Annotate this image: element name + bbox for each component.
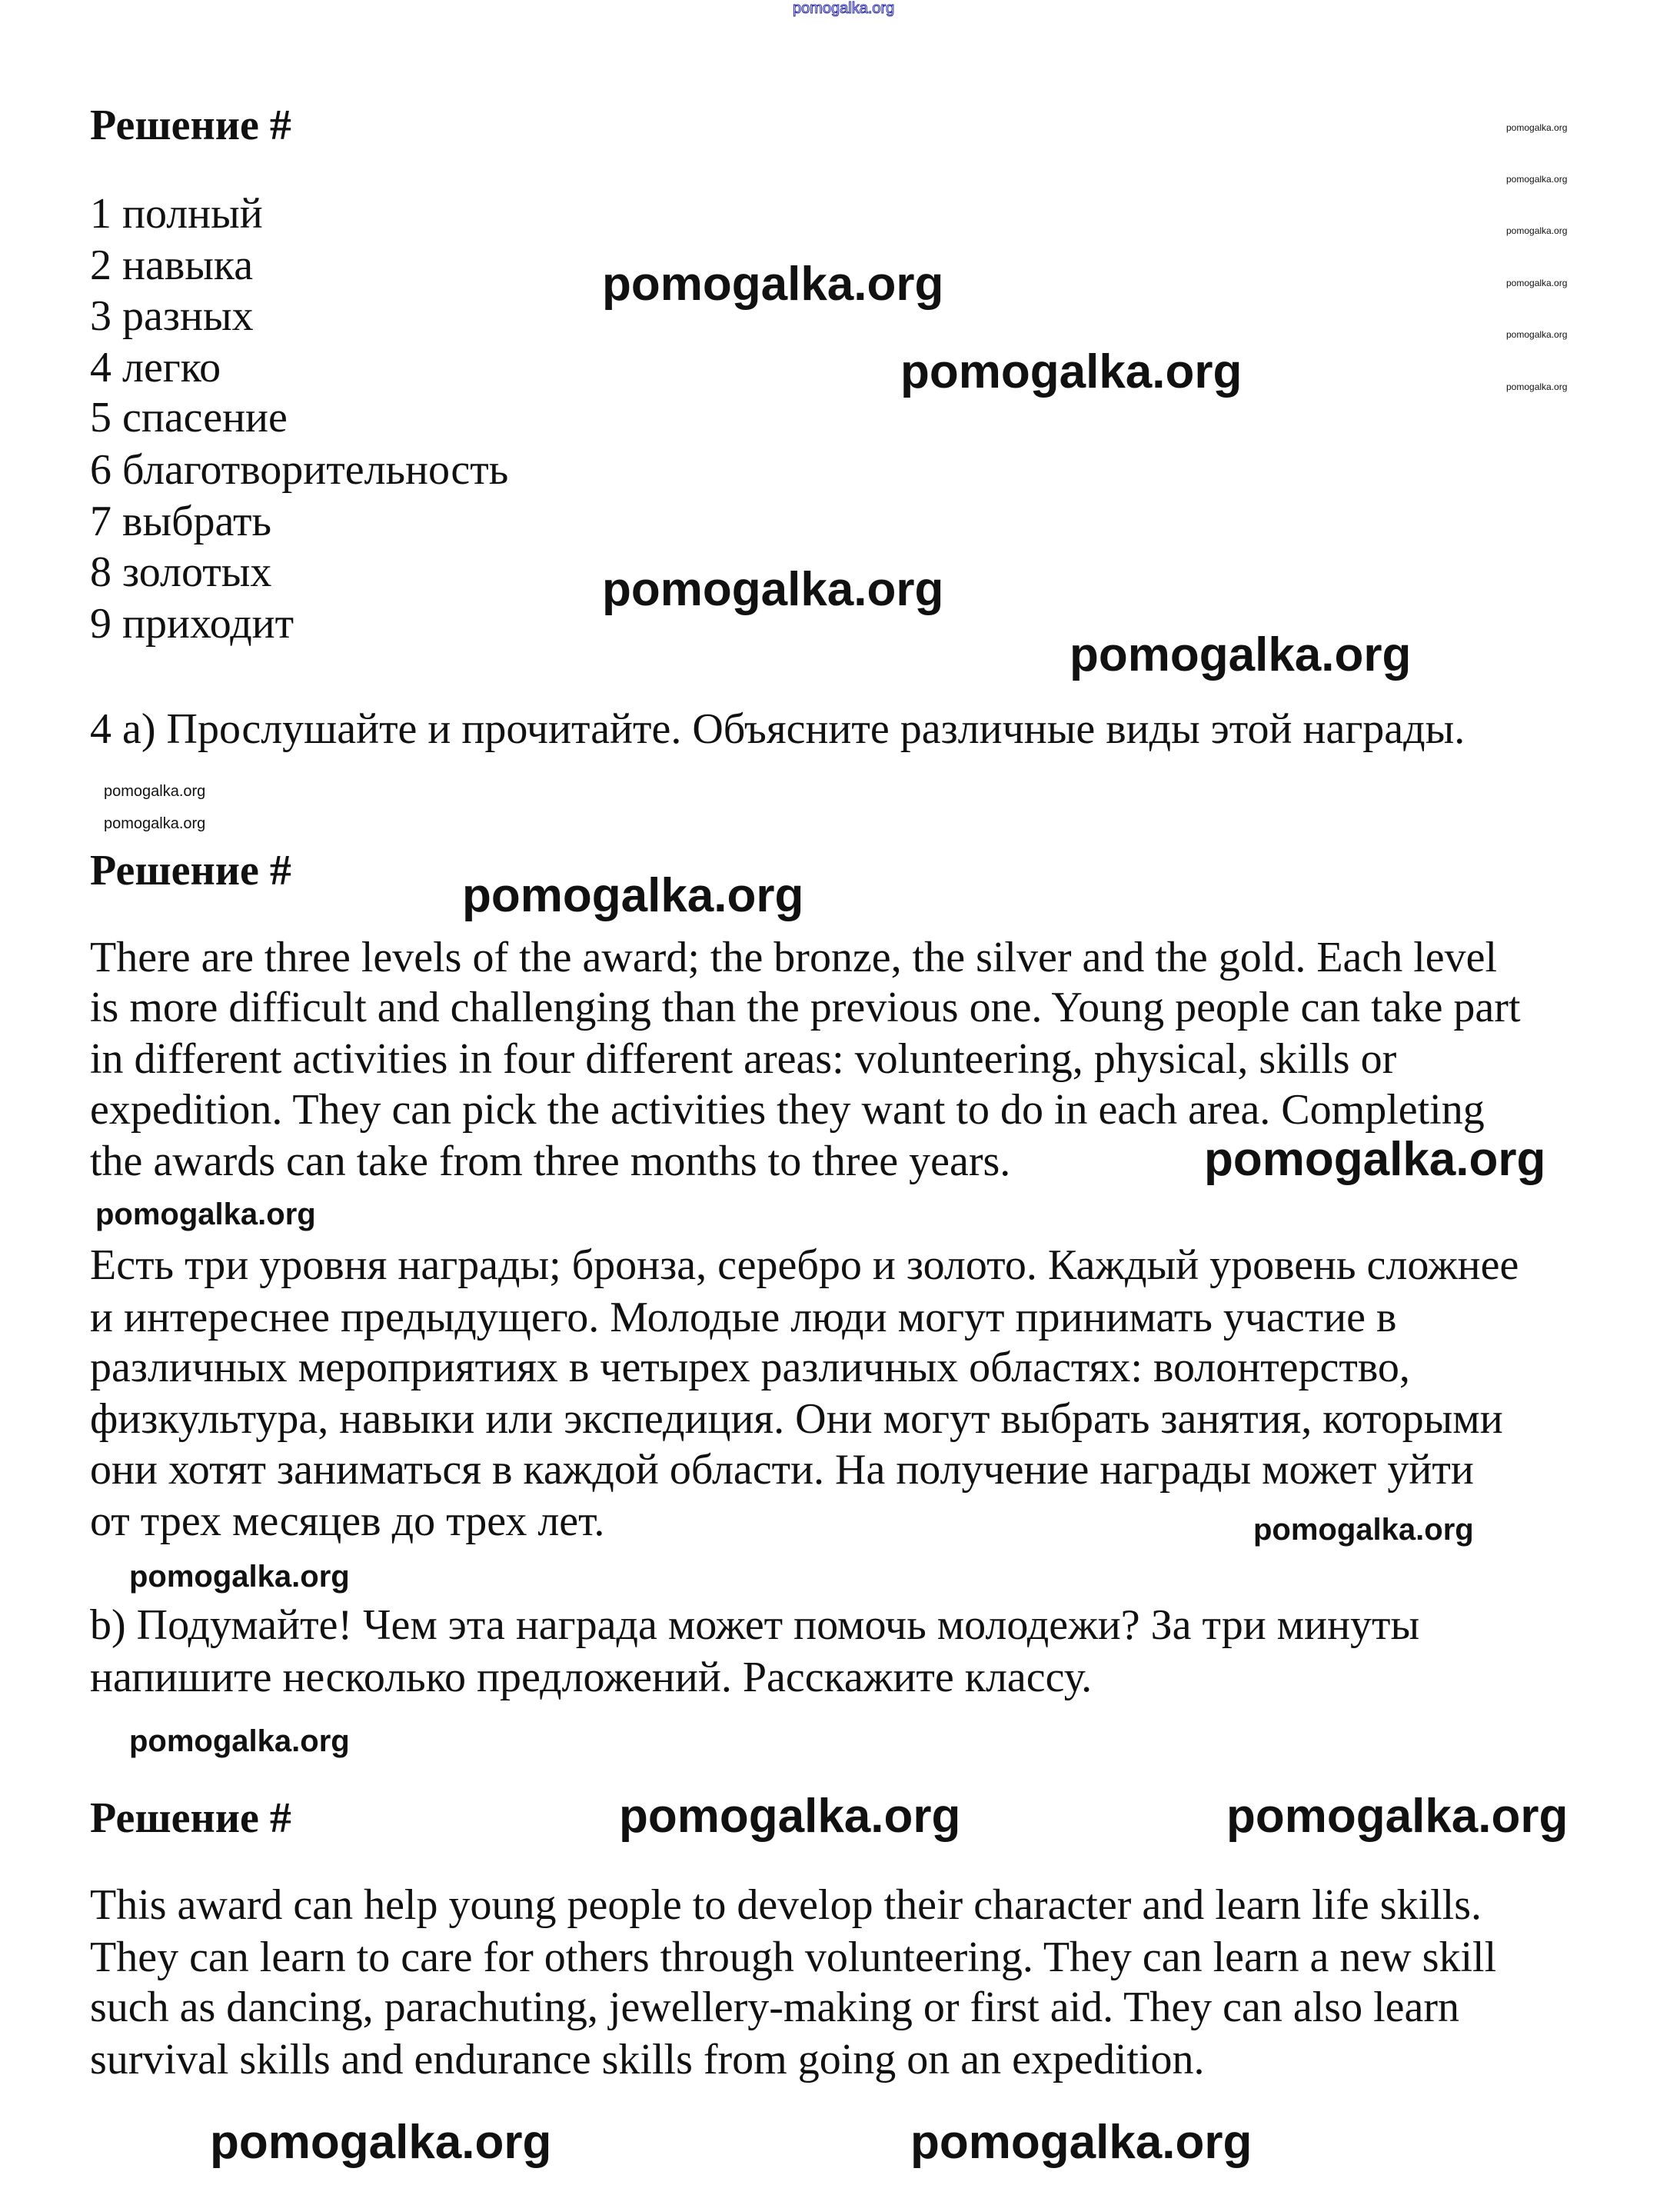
watermark: pomogalka.org [1506,174,1568,185]
watermark: pomogalka.org [910,2116,1253,2169]
section-heading: Решение # [90,847,291,894]
watermark: pomogalka.org [210,2116,552,2169]
english-paragraph-line: expedition. They can pick the activities they want to do in each area. Completing [90,1086,1485,1134]
answer-item: 3 разных [90,292,254,340]
watermark: pomogalka.org [602,258,944,311]
watermark: pomogalka.org [104,815,206,832]
task-4b-prompt-line: b) Подумайте! Чем эта награда может помочь молодежи? За три минуты [90,1601,1420,1649]
answer-item: 2 навыка [90,241,254,289]
watermark: pomogalka.org [1226,1790,1569,1843]
watermark: pomogalka.org [619,1790,961,1843]
russian-paragraph-line: различных мероприятиях в четырех различных областях: волонтерство, [90,1344,1410,1391]
english-paragraph-line: There are three levels of the award; the bronze, the silver and the gold. Each level [90,934,1498,981]
section-heading: Решение # [90,102,291,149]
watermark: pomogalka.org [129,1560,350,1594]
watermark: pomogalka.org [1070,628,1412,681]
watermark: pomogalka.org [1204,1133,1546,1186]
russian-paragraph-line: и интереснее предыдущего. Молодые люди могут принимать участие в [90,1294,1397,1341]
watermark: pomogalka.org [1506,278,1568,288]
task-4a-prompt: 4 а) Прослушайте и прочитайте. Объясните различные виды этой награды. [90,705,1465,753]
watermark: pomogalka.org [1253,1513,1474,1547]
watermark: pomogalka.org [1506,122,1568,133]
english-paragraph-line: This award can help young people to develop their character and learn life skills. [90,1881,1482,1929]
watermark: pomogalka.org [95,1197,316,1231]
answer-item: 8 золотых [90,548,272,596]
answer-item: 4 легко [90,344,221,391]
watermark: pomogalka.org [1506,329,1568,340]
russian-paragraph-line: Есть три уровня награды; бронза, серебро и золото. Каждый уровень сложнее [90,1241,1519,1289]
russian-paragraph-line: от трех месяцев до трех лет. [90,1497,605,1545]
english-paragraph-line: is more difficult and challenging than the previous one. Young people can take part [90,984,1521,1031]
watermark: pomogalka.org [900,345,1243,398]
section-heading: Решение # [90,1794,291,1842]
english-paragraph-line: survival skills and endurance skills from going on an expedition. [90,2036,1205,2083]
russian-paragraph-line: они хотят заниматься в каждой области. На получение награды может уйти [90,1446,1474,1494]
task-4b-prompt-line: напишите несколько предложений. Расскажите классу. [90,1654,1093,1701]
answer-item: 1 полный [90,190,263,238]
watermark: pomogalka.org [1506,225,1568,236]
english-paragraph-line: the awards can take from three months to three years. [90,1137,1011,1185]
english-paragraph-line: They can learn to care for others through volunteering. They can learn a new skill [90,1934,1497,1981]
watermark: pomogalka.org [462,869,804,922]
russian-paragraph-line: физкультура, навыки или экспедиция. Они могут выбрать занятия, которыми [90,1395,1503,1443]
english-paragraph-line: in different activities in four different areas: volunteering, physical, skills or [90,1035,1397,1083]
answer-item: 7 выбрать [90,498,271,545]
english-paragraph-line: such as dancing, parachuting, jewellery-making or first aid. They can also learn [90,1984,1460,2031]
watermark: pomogalka.org [129,1724,350,1758]
header-watermark: pomogalka.org [793,0,895,17]
answer-item: 6 благотворительность [90,446,509,494]
watermark: pomogalka.org [104,783,206,800]
answer-item: 9 приходит [90,600,294,648]
answer-item: 5 спасение [90,394,288,441]
watermark: pomogalka.org [1506,381,1568,392]
watermark: pomogalka.org [602,563,944,616]
